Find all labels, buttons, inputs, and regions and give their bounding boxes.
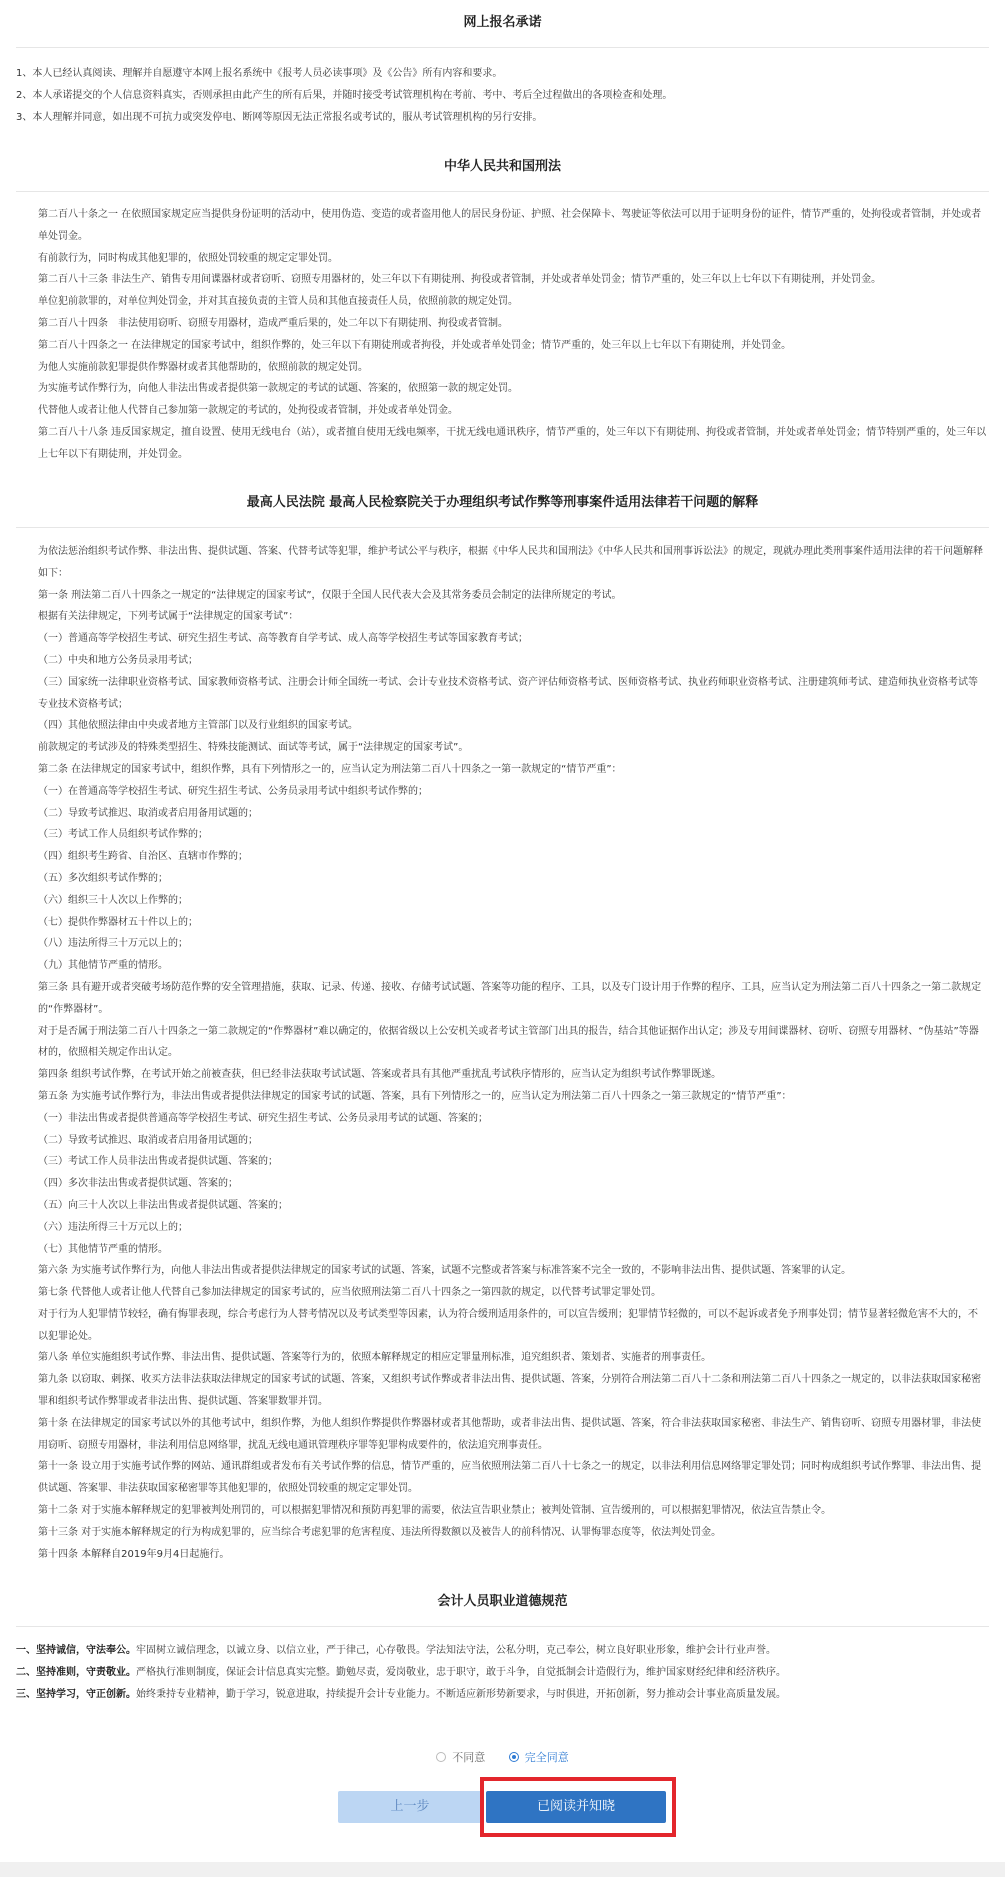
paragraph: 单位犯前款罪的，对单位判处罚金，并对其直接负责的主管人员和其他直接责任人员，依照前款的规定处罚。 xyxy=(38,296,518,308)
item-lead: 三、坚持学习，守正创新。 xyxy=(16,1689,136,1700)
section-online-commitment xyxy=(0,12,1005,34)
paragraph: （二）中央和地方公务员录用考试； xyxy=(38,654,198,666)
paragraph: （一）非法出售或者提供普通高等学校招生考试、研究生招生考试、公务员录用考试的试题、答案的； xyxy=(38,1112,488,1124)
paragraph: 第七条 代替他人或者让他人代替自己参加法律规定的国家考试的，应当依照刑法第二百八十四条之一第四款的规定，以代替考试罪定罪处罚。 xyxy=(38,1287,662,1299)
paragraph: （三）考试工作人员非法出售或者提供试题、答案的； xyxy=(38,1156,278,1168)
radio-agree[interactable] xyxy=(509,1749,569,1765)
section-title: 网上报名承诺 xyxy=(463,15,542,30)
paragraph: （四）其他依照法律由中央或者地方主管部门以及行业组织的国家考试。 xyxy=(38,720,358,732)
paragraph: 第一条 刑法第二百八十四条之一规定的“法律规定的国家考试”，仅限于全国人民代表大会及其常务委员会制定的法律所规定的考试。 xyxy=(38,589,622,601)
divider xyxy=(16,191,989,192)
paragraph: 为实施考试作弊行为，向他人非法出售或者提供第一款规定的考试的试题、答案的，依照第一款的规定处罚。 xyxy=(38,383,518,395)
paragraph: 第二百八十八条 违反国家规定，擅自设置、使用无线电台（站），或者擅自使用无线电频率，干扰无线电通讯秩序，情节严重的，处三年以下有期徒刑、拘役或者管制，并处或者单处罚金；情节特别严重的，处三年以上七年以下有期徒刑，并处罚金。 xyxy=(38,426,987,460)
paragraph: 对于是否属于刑法第二百八十四条之一第二款规定的“作弊器材”难以确定的，依据省级以上公安机关或者考试主管部门出具的报告，结合其他证据作出认定；涉及专用间谍器材、窃听、窃照专用器材、“伪基站”等器材的，依照相关规定作出认定。 xyxy=(38,1025,979,1059)
paragraph: 第十四条 本解释自2019年9月4日起施行。 xyxy=(38,1548,230,1560)
paragraph: （四）组织考生跨省、自治区、直辖市作弊的； xyxy=(38,851,248,863)
paragraph: （二）导致考试推迟、取消或者启用备用试题的； xyxy=(38,807,258,819)
paragraph: （六）组织三十人次以上作弊的； xyxy=(38,894,188,906)
paragraph: （八）违法所得三十万元以上的； xyxy=(38,938,188,950)
section-title: 会计人员职业道德规范 xyxy=(437,1594,568,1609)
list-item: 1、本人已经认真阅读、理解并自愿遵守本网上报名系统中《报考人员必读事项》及《公告》所有内容和要求。 xyxy=(16,68,503,79)
paragraph: 第十条 在法律规定的国家考试以外的其他考试中，组织作弊，为他人组织作弊提供作弊器材或者其他帮助，或者非法出售、提供试题、答案，符合非法获取国家秘密、非法生产、销售窃听、窃照专用器材罪，非法使用窃听、窃照专用器材，非法利用信息网络罪，扰乱无线电通讯管理秩序罪等犯罪构成要件的，依法追究刑事责任。 xyxy=(38,1417,982,1451)
paragraph: （五）多次组织考试作弊的； xyxy=(38,872,168,884)
paragraph: 前款规定的考试涉及的特殊类型招生、特殊技能测试、面试等考试，属于“法律规定的国家考试”。 xyxy=(38,742,469,754)
paragraph: 为他人实施前款犯罪提供作弊器材或者其他帮助的，依照前款的规定处罚。 xyxy=(38,361,368,373)
paragraph: 有前款行为，同时构成其他犯罪的，依照处罚较重的规定定罪处罚。 xyxy=(38,252,338,264)
item-lead: 一、坚持诚信，守法奉公。 xyxy=(16,1645,136,1656)
footer-bar xyxy=(0,1862,1005,1877)
paragraph: 第二百八十三条 非法生产、销售专用间谍器材或者窃听、窃照专用器材的，处三年以下有期徒刑、拘役或者管制，并处或者单处罚金；情节严重的，处三年以上七年以下有期徒刑，并处罚金。 xyxy=(38,274,882,286)
section-criminal-law xyxy=(0,156,1005,178)
paragraph: （七）提供作弊器材五十件以上的； xyxy=(38,916,198,928)
paragraph: 第六条 为实施考试作弊行为，向他人非法出售或者提供法律规定的国家考试的试题、答案，试题不完整或者答案与标准答案不完全一致的，不影响非法出售、提供试题、答案罪的认定。 xyxy=(38,1265,852,1277)
item-text: 严格执行准则制度，保证会计信息真实完整。勤勉尽责，爱岗敬业，忠于职守，敢于斗争，自觉抵制会计造假行为，维护国家财经纪律和经济秩序。 xyxy=(136,1667,786,1678)
paragraph: 第四条 组织考试作弊，在考试开始之前被查获，但已经非法获取考试试题、答案或者具有其他严重扰乱考试秩序情形的，应当认定为组织考试作弊罪既遂。 xyxy=(38,1069,722,1081)
paragraph: 第十二条 对于实施本解释规定的犯罪被判处刑罚的，可以根据犯罪情况和预防再犯罪的需要，依法宣告职业禁止；被判处管制、宣告缓刑的，可以根据犯罪情况，依法宣告禁止令。 xyxy=(38,1505,832,1517)
paragraph: 对于行为人犯罪情节较轻，确有悔罪表现，综合考虑行为人替考情况以及考试类型等因素，认为符合缓刑适用条件的，可以宣告缓刑；犯罪情节轻微的，可以不起诉或者免予刑事处罚；情节显著轻微危害不大的，不以犯罪论处。 xyxy=(38,1308,978,1342)
paragraph: （一）普通高等学校招生考试、研究生招生考试、高等教育自学考试、成人高等学校招生考试等国家教育考试； xyxy=(38,633,528,645)
commitment-list xyxy=(0,63,1005,129)
divider xyxy=(16,47,989,48)
radio-checked-icon[interactable] xyxy=(509,1752,519,1762)
radio-circle-icon[interactable] xyxy=(436,1752,446,1762)
item-lead: 二、坚持准则，守责敬业。 xyxy=(16,1667,136,1678)
divider xyxy=(16,1626,989,1627)
divider xyxy=(16,527,989,528)
paragraph: （三）国家统一法律职业资格考试、国家教师资格考试、注册会计师全国统一考试、会计专业技术资格考试、资产评估师资格考试、医师资格考试、执业药师职业资格考试、注册建筑师考试、建造师执业资格考试等专业技术资格考试； xyxy=(38,676,978,710)
paragraph: 第十三条 对于实施本解释规定的行为构成犯罪的，应当综合考虑犯罪的危害程度、违法所得数额以及被告人的前科情况、认罪悔罪态度等，依法判处罚金。 xyxy=(38,1526,722,1538)
prev-step-button[interactable]: 上一步 xyxy=(338,1791,482,1823)
agreement-options xyxy=(0,1749,1005,1765)
paragraph: （一）在普通高等学校招生考试、研究生招生考试、公务员录用考试中组织考试作弊的； xyxy=(38,785,428,797)
list-item: 2、本人承诺提交的个人信息资料真实，否则承担由此产生的所有后果，并随时接受考试管理机构在考前、考中、考后全过程做出的各项检查和处理。 xyxy=(16,90,673,101)
radio-label: 完全同意 xyxy=(524,1751,569,1764)
paragraph: （九）其他情节严重的情形。 xyxy=(38,960,168,972)
paragraph: 第十一条 设立用于实施考试作弊的网站、通讯群组或者发布有关考试作弊的信息，情节严重的，应当依照刑法第二百八十七条之一的规定，以非法利用信息网络罪定罪处罚；同时构成组织考试作弊罪、非法出售、提供试题、答案罪、非法获取国家秘密罪等其他犯罪的，依照处罚较重的规定定罪处罚。 xyxy=(38,1461,982,1495)
list-item xyxy=(16,1640,989,1662)
list-item xyxy=(16,1662,989,1684)
paragraph: 第三条 具有避开或者突破考场防范作弊的安全管理措施，获取、记录、传递、接收、存储考试试题、答案等功能的程序、工具，以及专门设计用于作弊的程序、工具，应当认定为刑法第二百八十四条之一第二款规定的“作弊器材”。 xyxy=(38,981,982,1015)
item-text: 牢固树立诚信理念，以诚立身、以信立业，严于律己，心存敬畏。学法知法守法，公私分明，克己奉公，树立良好职业形象，维护会计行业声誉。 xyxy=(136,1645,776,1656)
paragraph: （三）考试工作人员组织考试作弊的； xyxy=(38,829,208,841)
paragraph: 第二条 在法律规定的国家考试中，组织作弊，具有下列情形之一的，应当认定为刑法第二百八十四条之一第一款规定的“情节严重”： xyxy=(38,763,622,775)
paragraph: 第二百八十四条之一 在法律规定的国家考试中，组织作弊的，处三年以下有期徒刑或者拘役，并处或者单处罚金；情节严重的，处三年以上七年以下有期徒刑，并处罚金。 xyxy=(38,339,792,351)
item-text: 始终秉持专业精神，勤于学习，锐意进取，持续提升会计专业能力。不断适应新形势新要求，与时俱进，开拓创新，努力推动会计事业高质量发展。 xyxy=(136,1689,786,1700)
paragraph: 代替他人或者让他人代替自己参加第一款规定的考试的，处拘役或者管制，并处或者单处罚金。 xyxy=(38,405,458,417)
list-item xyxy=(16,1684,989,1706)
paragraph: 第九条 以窃取、刺探、收买方法非法获取法律规定的国家考试的试题、答案，又组织考试作弊或者非法出售、提供试题、答案，分别符合刑法第二百八十二条和刑法第二百八十四条之一规定的，以非法获取国家秘密罪和组织考试作弊罪或者非法出售、提供试题、答案罪数罪并罚。 xyxy=(38,1374,982,1408)
paragraph: 第二百八十条之一 在依照国家规定应当提供身份证明的活动中，使用伪造、变造的或者盗用他人的居民身份证、护照、社会保障卡、驾驶证等依法可以用于证明身份的证件，情节严重的，处拘役或者管制，并处或者单处罚金。 xyxy=(38,209,982,242)
paragraph: （二）导致考试推迟、取消或者启用备用试题的； xyxy=(38,1134,258,1146)
paragraph: 根据有关法律规定，下列考试属于“法律规定的国家考试”： xyxy=(38,611,299,623)
paragraph: （四）多次非法出售或者提供试题、答案的； xyxy=(38,1178,238,1190)
section-title: 中华人民共和国刑法 xyxy=(443,159,561,174)
radio-disagree[interactable] xyxy=(436,1749,485,1765)
criminal-law-body xyxy=(0,204,1005,466)
interpretation-body xyxy=(0,541,1005,1565)
radio-label: 不同意 xyxy=(452,1751,486,1764)
ethics-list xyxy=(0,1640,1005,1706)
list-item: 3、本人理解并同意，如出现不可抗力或突发停电、断网等原因无法正常报名或考试的，服从考试管理机构的另行安排。 xyxy=(16,112,543,123)
paragraph: 第五条 为实施考试作弊行为，非法出售或者提供法律规定的国家考试的试题、答案，具有下列情形之一的，应当认定为刑法第二百八十四条之一第三款规定的“情节严重”： xyxy=(38,1090,792,1102)
paragraph: （七）其他情节严重的情形。 xyxy=(38,1243,168,1255)
paragraph: （五）向三十人次以上非法出售或者提供试题、答案的； xyxy=(38,1199,288,1211)
highlight-box xyxy=(480,1777,676,1837)
section-title: 最高人民法院 最高人民检察院关于办理组织考试作弊等刑事案件适用法律若干问题的解释 xyxy=(246,495,759,510)
section-accountant-ethics xyxy=(0,1591,1005,1613)
paragraph: （六）违法所得三十万元以上的； xyxy=(38,1221,188,1233)
paragraph: 第二百八十四条 非法使用窃听、窃照专用器材，造成严重后果的，处二年以下有期徒刑、拘役或者管制。 xyxy=(38,317,508,329)
paragraph: 第八条 单位实施组织考试作弊、非法出售、提供试题、答案等行为的，依照本解释规定的相应定罪量刑标准，追究组织者、策划者、实施者的刑事责任。 xyxy=(38,1352,712,1364)
section-judicial-interpretation xyxy=(0,492,1005,514)
read-and-acknowledge-button[interactable]: 已阅读并知晓 xyxy=(486,1791,666,1823)
paragraph: 为依法惩治组织考试作弊、非法出售、提供试题、答案、代替考试等犯罪，维护考试公平与秩序，根据《中华人民共和国刑法》《中华人民共和国刑事诉讼法》的规定，现就办理此类刑事案件适用法律的若干问题解释如下： xyxy=(38,546,983,579)
